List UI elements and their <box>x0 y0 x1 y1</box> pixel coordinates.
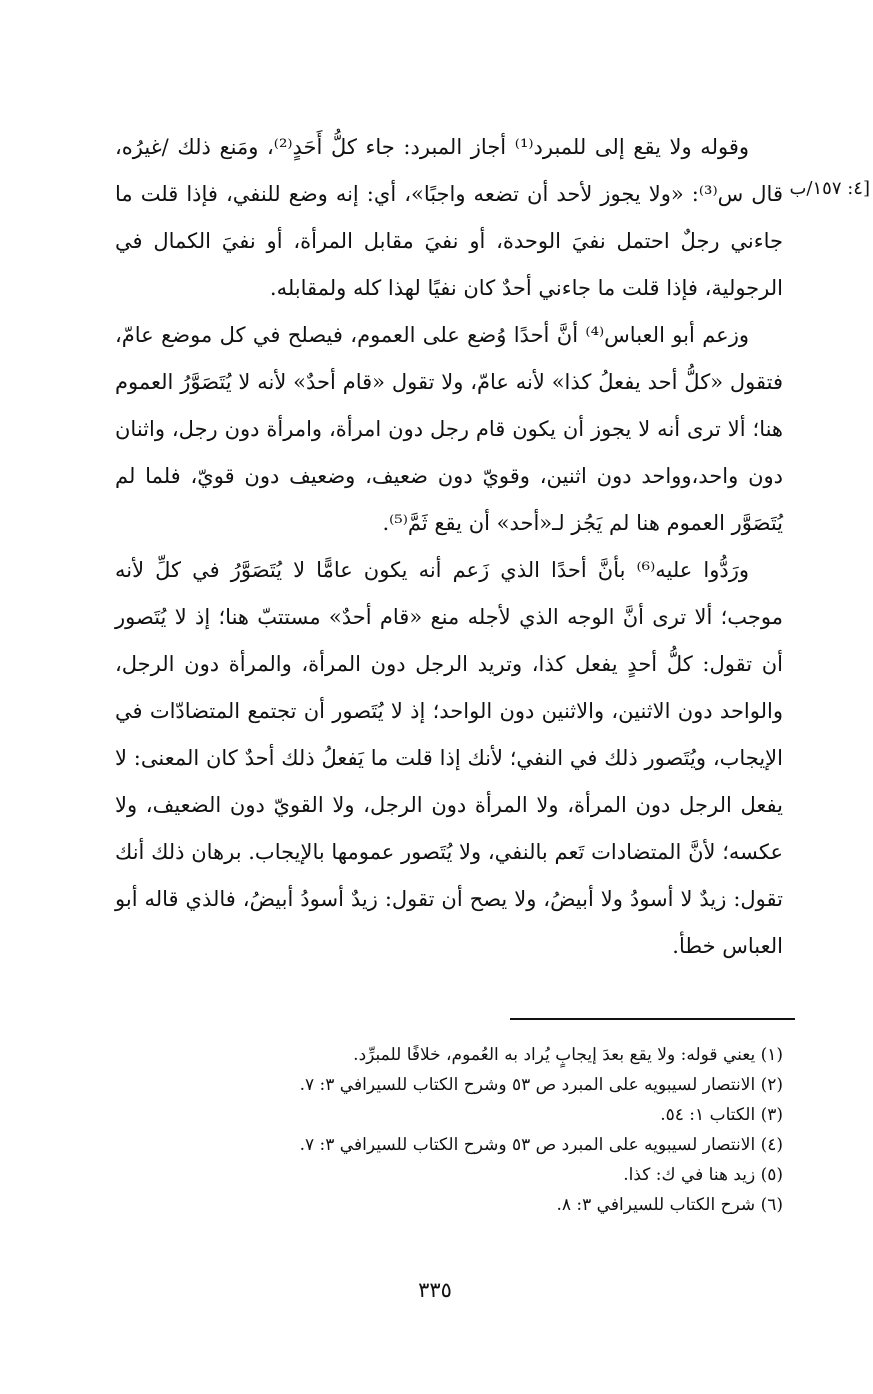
footnote-6: (٦) شرح الكتاب للسيرافي ٣: ٨. <box>556 1195 783 1215</box>
footnote-3: (٣) الكتاب ١: ٥٤. <box>660 1105 783 1125</box>
footnote-1: (١) يعني قوله: ولا يقع بعدَ إيجابٍ يُراد به العُموم، خلافًا للمبرِّد. <box>353 1045 783 1065</box>
page-number: ٣٣٥ <box>418 1278 452 1302</box>
footnote-5: (٥) زيد هنا في ك: كذا. <box>623 1165 783 1185</box>
paragraph-2: وزعم أبو العباس⁽⁴⁾ أنَّ أحدًا وُضع على العموم، فيصلح في كل موضع عامّ، فتقول «كلُّ أحد يفعلُ كذا» لأنه عامّ، ولا تقول «قام أحدٌ» لأنه لا يُتَصَوَّرُ العموم هنا؛ ألا ترى أنه لا يجوز أن يكون قام رجل دون امرأة، وامرأة دون رجل، واثنان دون واحد،وواحد دون اثنين، وقويّ دون ضعيف، وضعيف دون قويّ، فلما لم يُتَصَوَّر العموم هنا لم يَجُز لـ«أحد» أن يقع ثَمَّ⁽⁵⁾. <box>115 323 783 535</box>
paragraph-1: وقوله ولا يقع إلى للمبرد⁽¹⁾ أجاز المبرد: جاء كلُّ أَحَدٍ⁽²⁾، ومَنع ذلك /غيرُه، قال س⁽³⁾: «ولا يجوز لأحد أن تضعه واجبًا»، أي: إنه وضع للنفي، فإذا قلت ما جاءني رجلٌ احتمل نفيَ الوحدة، أو نفيَ مقابل المرأة، أو نفيَ الكمال في الرجولية، فإذا قلت ما جاءني أحدٌ كان نفيًا لهذا كله ولمقابله. <box>115 135 783 300</box>
footnote-4: (٤) الانتصار لسيبويه على المبرد ص ٥٣ وشرح الكتاب للسيرافي ٣: ٧. <box>299 1135 783 1155</box>
manuscript-folio-reference: [٤: ١٥٧/ب <box>789 178 870 199</box>
paragraph-3: ورَدُّوا عليه⁽⁶⁾ بأنَّ أحدًا الذي زَعم أنه يكون عامًّا لا يُتَصَوَّرُ في كلِّ لأنه موجب؛ ألا ترى أنَّ الوجه الذي لأجله منع «قام أحدٌ» مستتبّ هنا؛ إذ لا يُتَصور أن تقول: كلُّ أحدٍ يفعل كذا، وتريد الرجل دون المرأة، والمرأة دون الرجل، والواحد دون الاثنين، والاثنين دون الواحد؛ إذ لا يُتَصور أن تجتمع المتضادّات في الإيجاب، ويُتَصور ذلك في النفي؛ لأنك إذا قلت ما يَفعلُ ذلك أحدٌ كان المعنى: لا يفعل الرجل دون المرأة، ولا المرأة دون الرجل، ولا القويّ دون الضعيف، ولا عكسه؛ لأنَّ المتضادات تَعم بالنفي، ولا يُتَصور عمومها بالإيجاب. برهان ذلك أنك تقول: زيدٌ لا أسودُ ولا أبيضُ، ولا يصح أن تقول: زيدٌ أسودُ أبيضُ، فالذي قاله أبو العباس خطأ. <box>115 558 783 958</box>
footnote-separator <box>510 1018 795 1020</box>
footnote-2: (٢) الانتصار لسيبويه على المبرد ص ٥٣ وشرح الكتاب للسيرافي ٣: ٧. <box>299 1075 783 1095</box>
main-text <box>115 124 783 970</box>
footnotes <box>200 1040 783 1220</box>
